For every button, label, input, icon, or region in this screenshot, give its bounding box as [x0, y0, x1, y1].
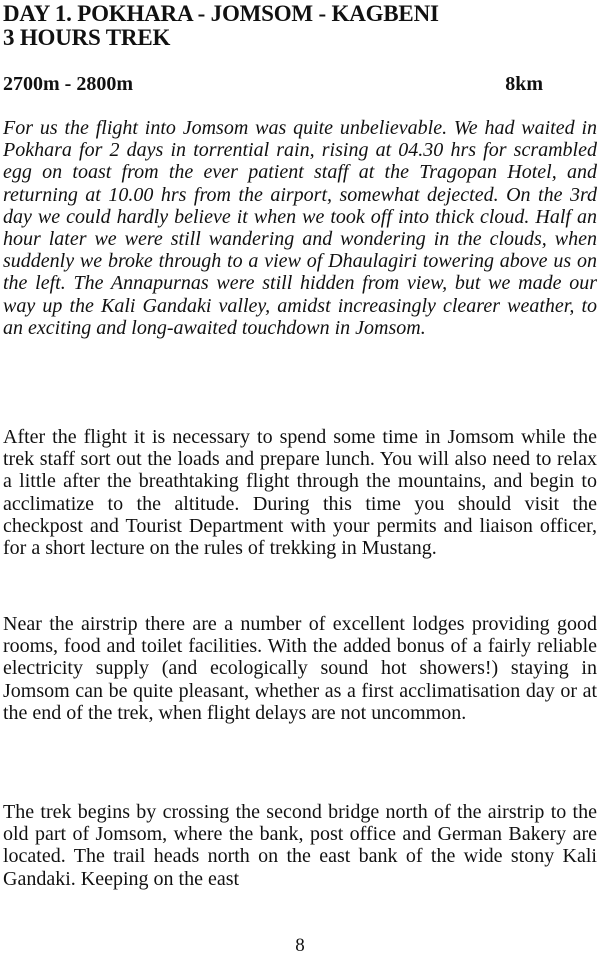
paragraph-arrival-jomsom: After the flight it is necessary to spend some time in Jomsom while the trek staff sort out the loads and prepare lunch. You will also need to relax a little after the breathtaking flight through the mountains, and begin to acclimatize to the altitude. During this time you should visit the checkpost and Tourist Department with your permits and liaison officer, for a short lecture on the rules of trekking in Mustang.: [3, 426, 597, 560]
paragraph-flight-account: For us the flight into Jomsom was quite unbelievable. We had waited in Pokhara for 2 days in torrential rain, rising at 04.30 hrs for scrambled egg on toast from the ever patient staff at the Tragopan Hotel, and returning at 10.00 hrs from the airport, somewhat dejected. On the 3rd day we could hardly believe it when we took off into thick cloud. Half an hour later we were still wandering and wondering in the clouds, when suddenly we broke through to a view of Dhaulagiri towering above us on the left. The Annapurnas were still hidden from view, but we made our way up the Kali Gandaki valley, amidst increasingly clearer weather, to an exciting and long-awaited touchdown in Jomsom.: [3, 117, 597, 339]
trek-meta-row: [3, 72, 543, 98]
paragraph-lodges: Near the airstrip there are a number of excellent lodges providing good rooms, food and toilet facilities. With the added bonus of a fairly reliable electricity supply (and ecologically sound hot showers!) staying in Jomsom can be quite pleasant, whether as a first acclimatisation day or at the end of the trek, when flight delays are not uncommon.: [3, 613, 597, 724]
paragraph-trek-begins: The trek begins by crossing the second bridge north of the airstrip to the old part of Jomsom, where the bank, post office and German Bakery are located. The trail heads north on the east bank of the wide stony Kali Gandaki. Keeping on the east: [3, 801, 597, 890]
heading-line-route: DAY 1. POKHARA - JOMSOM - KAGBENI: [3, 1, 439, 26]
trek-distance: 8km: [505, 73, 543, 95]
altitude-range: 2700m - 2800m: [3, 73, 133, 95]
page-number: 8: [295, 935, 305, 956]
heading-line-duration: 3 HOURS TREK: [3, 25, 171, 50]
day-heading: [3, 2, 563, 50]
